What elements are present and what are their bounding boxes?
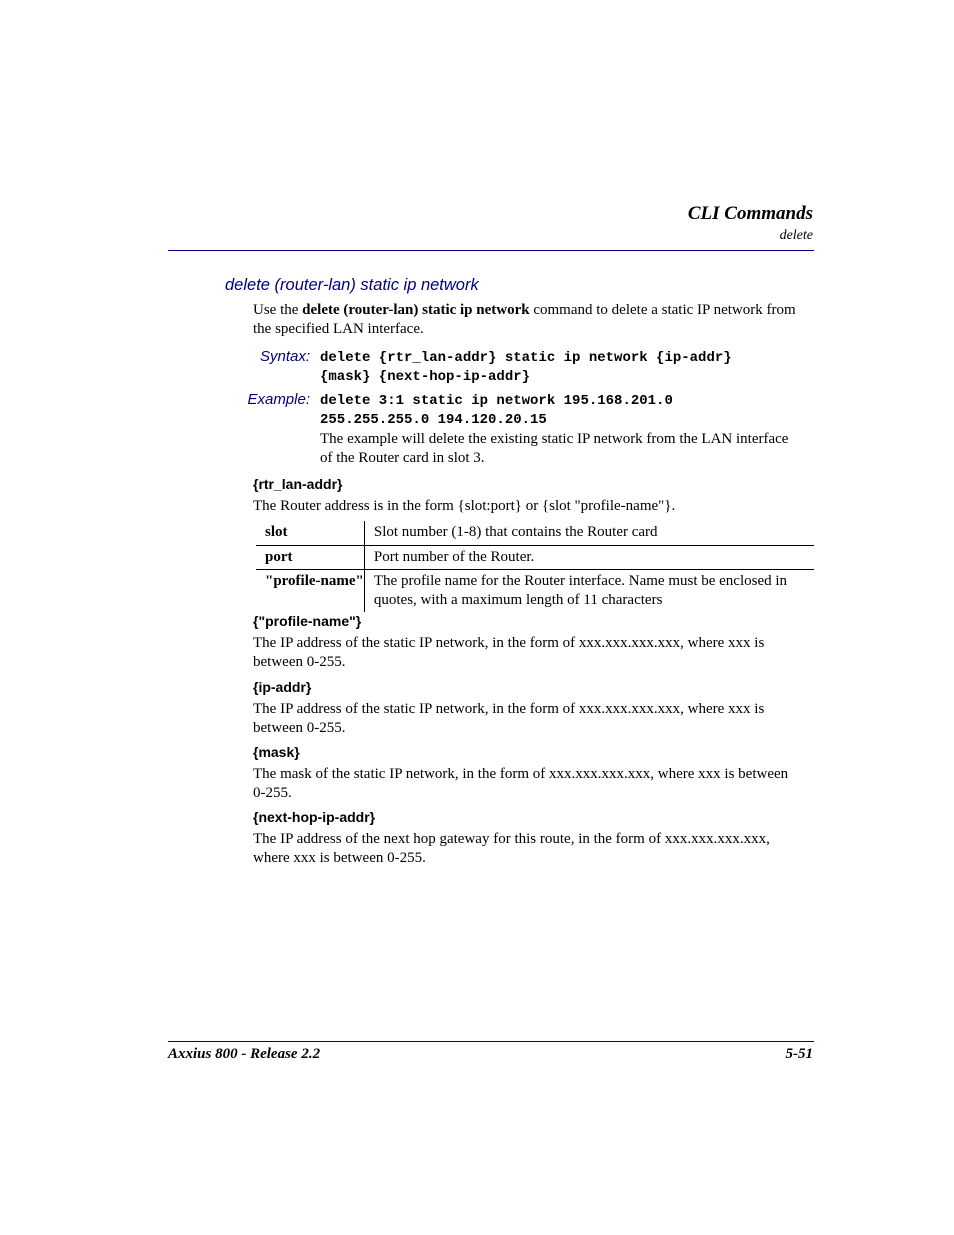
param-desc-mask xyxy=(253,765,788,802)
table-key: slot xyxy=(256,521,364,545)
intro-command-name: delete (router-lan) static ip network xyxy=(302,302,530,318)
intro-text-pre: Use the xyxy=(253,302,303,318)
param-desc-line-1: The mask of the static IP network, in the form of xxx.xxx.xxx.xxx, where xxx is between xyxy=(253,766,789,782)
intro-line-2: the specified LAN interface. xyxy=(253,320,424,337)
table-key: "profile-name" xyxy=(256,570,364,613)
param-heading-ip-addr: {ip-addr} xyxy=(253,679,312,695)
intro-paragraph xyxy=(253,301,818,338)
syntax-label: Syntax: xyxy=(259,348,310,365)
example-desc-line-1: The example will delete the existing static IP network from the LAN interface xyxy=(320,431,789,447)
intro-text-post: command to delete a static IP network from xyxy=(529,302,796,318)
param-desc-line-1: The IP address of the static IP network, in the form of xxx.xxx.xxx.xxx, where xxx is xyxy=(253,701,765,717)
table-row xyxy=(256,570,814,613)
syntax-line-1: delete {rtr_lan-addr} static ip network {ip-addr} xyxy=(320,350,732,366)
param-desc-ip-addr xyxy=(253,700,764,737)
header-rule xyxy=(168,250,814,251)
param-desc-next-hop-ip-addr xyxy=(253,830,770,867)
footer-product: Axxius 800 - Release 2.2 xyxy=(168,1046,321,1062)
table-value: Port number of the Router. xyxy=(364,545,814,570)
parameter-table xyxy=(256,521,814,612)
param-desc-line-2: where xxx is between 0-255. xyxy=(253,849,426,866)
param-heading-rtr-lan-addr: {rtr_lan-addr} xyxy=(253,476,343,492)
running-header-subtitle: delete xyxy=(779,228,813,243)
table-key: port xyxy=(256,545,364,570)
param-desc-line-2: between 0-255. xyxy=(253,653,346,670)
footer-rule xyxy=(168,1041,814,1042)
example-code-block xyxy=(320,392,673,430)
table-value-line-2: quotes, with a maximum length of 11 characters xyxy=(373,591,663,608)
example-line-1: delete 3:1 static ip network 195.168.201.0 xyxy=(320,393,673,409)
intro-line-1 xyxy=(253,301,818,320)
param-desc-line-2: between 0-255. xyxy=(253,719,346,736)
table-value xyxy=(364,570,814,613)
param-desc-rtr-lan-addr: The Router address is in the form {slot:port} or {slot "profile-name"}. xyxy=(253,498,676,514)
param-desc-line-1: The IP address of the next hop gateway for this route, in the form of xxx.xxx.xxx.xxx, xyxy=(253,831,770,847)
param-desc-profile-name xyxy=(253,634,764,671)
syntax-block xyxy=(320,349,732,387)
param-heading-next-hop-ip-addr: {next-hop-ip-addr} xyxy=(253,809,376,825)
param-heading-profile-name: {"profile-name"} xyxy=(253,613,362,629)
section-title: delete (router-lan) static ip network xyxy=(225,276,479,294)
example-description xyxy=(320,430,788,467)
table-row xyxy=(256,545,814,570)
param-desc-line-2: 0-255. xyxy=(253,784,292,801)
footer-page-number: 5-51 xyxy=(785,1046,813,1062)
example-label: Example: xyxy=(247,391,310,408)
param-desc-line-1: The IP address of the static IP network, in the form of xxx.xxx.xxx.xxx, where xxx is xyxy=(253,635,765,651)
param-heading-mask: {mask} xyxy=(253,744,300,760)
table-value: Slot number (1-8) that contains the Router card xyxy=(364,521,814,545)
example-desc-line-2: of the Router card in slot 3. xyxy=(320,449,485,466)
example-line-2: 255.255.255.0 194.120.20.15 xyxy=(320,412,547,428)
syntax-line-2: {mask} {next-hop-ip-addr} xyxy=(320,369,531,385)
table-value-line-1: The profile name for the Router interface. Name must be enclosed in xyxy=(373,573,788,589)
table-row xyxy=(256,521,814,545)
running-header-title: CLI Commands xyxy=(687,203,813,224)
